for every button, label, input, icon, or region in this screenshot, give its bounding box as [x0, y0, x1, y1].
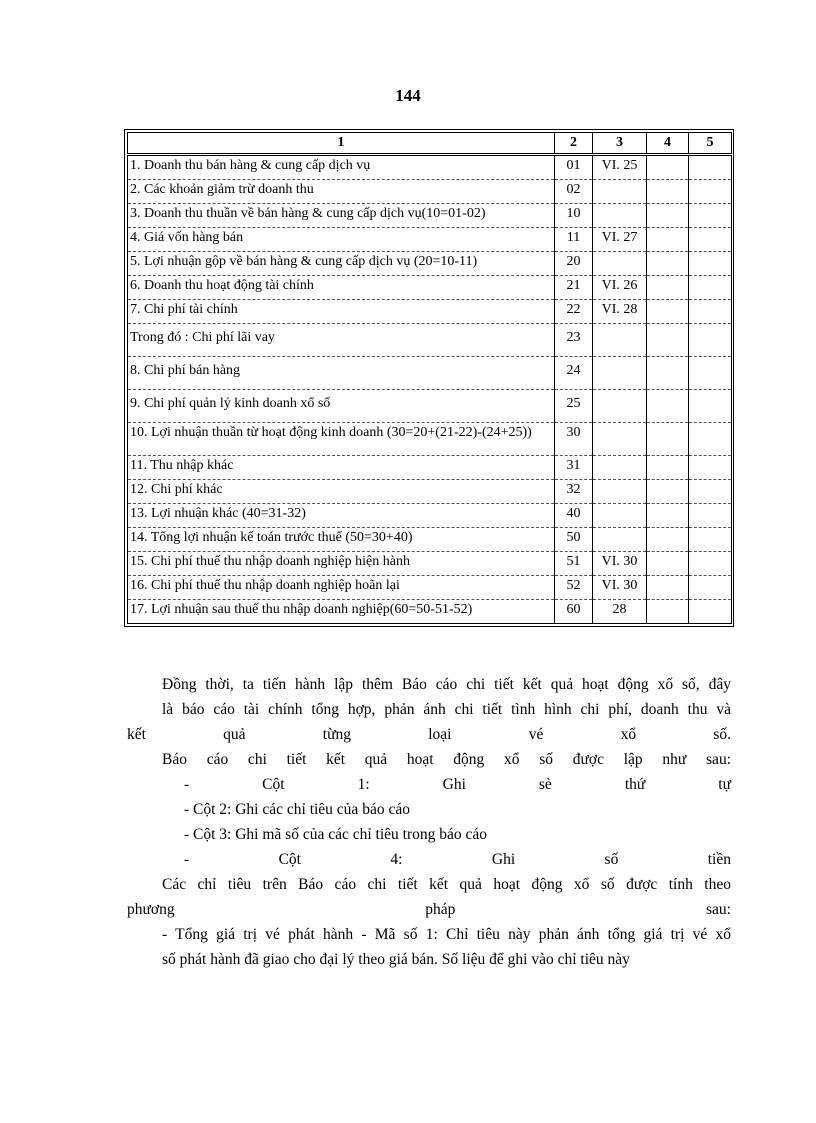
row-note	[593, 456, 647, 480]
table-row	[128, 204, 732, 228]
row-label: 4. Giá vốn hàng bán	[128, 228, 555, 252]
paragraph-method: Báo cáo chi tiết kết quả hoạt động xổ số được lập như sau:	[162, 751, 731, 768]
row-col5	[689, 357, 732, 390]
row-code: 21	[555, 276, 593, 300]
table-row	[128, 456, 732, 480]
table-row	[128, 180, 732, 204]
row-note: 28	[593, 600, 647, 624]
table-header-row	[128, 133, 732, 155]
row-label: 10. Lợi nhuận thuần từ hoạt động kinh doanh (30=20+(21-22)-(24+25))	[128, 423, 555, 456]
row-code: 50	[555, 528, 593, 552]
column-2-description: - Cột 2: Ghi các chỉ tiêu của báo cáo	[184, 801, 410, 818]
column-header-4: 4	[647, 133, 689, 155]
row-label: Trong đó : Chi phí lãi vay	[128, 324, 555, 357]
row-col5	[689, 276, 732, 300]
row-code: 31	[555, 456, 593, 480]
row-label: 2. Các khoản giảm trừ doanh thu	[128, 180, 555, 204]
row-col4	[647, 228, 689, 252]
row-note: VI. 25	[593, 155, 647, 180]
table-row	[128, 300, 732, 324]
row-code: 52	[555, 576, 593, 600]
paragraph-intro-line1: Đồng thời, ta tiến hành lập thêm Báo cáo chi tiết kết quả hoạt động xổ số, đây	[162, 676, 731, 693]
row-code: 01	[555, 155, 593, 180]
row-note: VI. 26	[593, 276, 647, 300]
row-col4	[647, 552, 689, 576]
row-col4	[647, 423, 689, 456]
row-note	[593, 204, 647, 228]
paragraph-calculation-line2: phương pháp sau:	[127, 901, 731, 918]
row-code: 23	[555, 324, 593, 357]
table-row	[128, 528, 732, 552]
row-label: 5. Lợi nhuận gộp về bán hàng & cung cấp dịch vụ (20=10-11)	[128, 252, 555, 276]
paragraph-intro-line3: kết quả từng loại vé xổ số.	[127, 726, 731, 743]
row-col5	[689, 600, 732, 624]
row-label: 1. Doanh thu bán hàng & cung cấp dịch vụ	[128, 155, 555, 180]
table-row	[128, 600, 732, 624]
row-col5	[689, 528, 732, 552]
row-note	[593, 180, 647, 204]
row-label: 7. Chi phí tài chính	[128, 300, 555, 324]
row-label: 6. Doanh thu hoạt động tài chính	[128, 276, 555, 300]
row-col5	[689, 324, 732, 357]
table-row	[128, 357, 732, 390]
body-text	[127, 672, 731, 972]
table-row	[128, 504, 732, 528]
row-code: 11	[555, 228, 593, 252]
row-code: 30	[555, 423, 593, 456]
row-col4	[647, 300, 689, 324]
row-col4	[647, 480, 689, 504]
row-col4	[647, 324, 689, 357]
row-label: 11. Thu nhập khác	[128, 456, 555, 480]
row-col5	[689, 155, 732, 180]
row-col4	[647, 276, 689, 300]
row-code: 24	[555, 357, 593, 390]
row-col5	[689, 300, 732, 324]
paragraph-total-value-line2: số phát hành đã giao cho đại lý theo giá bán. Số liệu để ghi vào chỉ tiêu này	[162, 951, 630, 968]
row-col5	[689, 228, 732, 252]
row-code: 02	[555, 180, 593, 204]
report-table-frame	[124, 129, 734, 627]
column-1-description: - Cột 1: Ghi sè thứ tự	[184, 776, 731, 793]
table-row	[128, 252, 732, 276]
table-row	[128, 155, 732, 180]
table-row	[128, 228, 732, 252]
row-code: 51	[555, 552, 593, 576]
paragraph-intro-line2: là báo cáo tài chính tổng hợp, phản ánh chi tiết tình hình chi phí, doanh thu và	[162, 701, 731, 718]
row-code: 10	[555, 204, 593, 228]
table-row	[128, 276, 732, 300]
table-row	[128, 324, 732, 357]
row-note	[593, 504, 647, 528]
column-3-description: - Cột 3: Ghi mã số của các chỉ tiêu trong báo cáo	[184, 826, 488, 843]
row-col4	[647, 504, 689, 528]
row-col4	[647, 204, 689, 228]
row-note	[593, 423, 647, 456]
row-note	[593, 252, 647, 276]
row-code: 22	[555, 300, 593, 324]
table-row	[128, 423, 732, 456]
row-note: VI. 28	[593, 300, 647, 324]
column-4-description: - Cột 4: Ghi số tiền	[184, 851, 731, 868]
table-row	[128, 390, 732, 423]
row-code: 20	[555, 252, 593, 276]
row-label: 9. Chi phí quản lý kinh doanh xổ số	[128, 390, 555, 423]
table-row	[128, 576, 732, 600]
row-note: VI. 30	[593, 576, 647, 600]
row-note: VI. 30	[593, 552, 647, 576]
row-label: 14. Tổng lợi nhuận kế toán trước thuế (50=30+40)	[128, 528, 555, 552]
column-header-2: 2	[555, 133, 593, 155]
row-code: 32	[555, 480, 593, 504]
paragraph-calculation-line1: Các chỉ tiêu trên Báo cáo chi tiết kết quả hoạt động xổ số được tính theo	[162, 876, 731, 893]
row-code: 60	[555, 600, 593, 624]
row-note	[593, 324, 647, 357]
row-note	[593, 480, 647, 504]
table-body	[128, 155, 732, 624]
row-label: 17. Lợi nhuận sau thuế thu nhập doanh nghiệp(60=50-51-52)	[128, 600, 555, 624]
row-col5	[689, 504, 732, 528]
column-header-3: 3	[593, 133, 647, 155]
row-col5	[689, 480, 732, 504]
column-header-5: 5	[689, 133, 732, 155]
row-col5	[689, 576, 732, 600]
row-col4	[647, 155, 689, 180]
row-col5	[689, 204, 732, 228]
row-col5	[689, 252, 732, 276]
income-report-table	[127, 132, 732, 624]
row-code: 25	[555, 390, 593, 423]
row-label: 8. Chi phí bán hàng	[128, 357, 555, 390]
row-col4	[647, 600, 689, 624]
row-col5	[689, 423, 732, 456]
row-col4	[647, 357, 689, 390]
row-col4	[647, 456, 689, 480]
row-col4	[647, 390, 689, 423]
page-number: 144	[395, 86, 421, 105]
row-note: VI. 27	[593, 228, 647, 252]
row-label: 16. Chi phí thuế thu nhập doanh nghiệp hoãn lại	[128, 576, 555, 600]
column-header-1: 1	[128, 133, 555, 155]
table-row	[128, 480, 732, 504]
row-note	[593, 357, 647, 390]
row-label: 3. Doanh thu thuần về bán hàng & cung cấp dịch vụ(10=01-02)	[128, 204, 555, 228]
table-row	[128, 552, 732, 576]
row-note	[593, 390, 647, 423]
row-label: 12. Chi phí khác	[128, 480, 555, 504]
paragraph-total-value-line1: - Tổng giá trị vé phát hành - Mã số 1: Chỉ tiêu này phản ánh tổng giá trị vé xổ	[162, 926, 731, 943]
row-col5	[689, 552, 732, 576]
row-code: 40	[555, 504, 593, 528]
row-col5	[689, 180, 732, 204]
row-col5	[689, 390, 732, 423]
row-note	[593, 528, 647, 552]
row-col4	[647, 252, 689, 276]
row-col4	[647, 528, 689, 552]
row-col4	[647, 576, 689, 600]
row-col5	[689, 456, 732, 480]
row-col4	[647, 180, 689, 204]
row-label: 13. Lợi nhuận khác (40=31-32)	[128, 504, 555, 528]
row-label: 15. Chi phí thuế thu nhập doanh nghiệp hiện hành	[128, 552, 555, 576]
